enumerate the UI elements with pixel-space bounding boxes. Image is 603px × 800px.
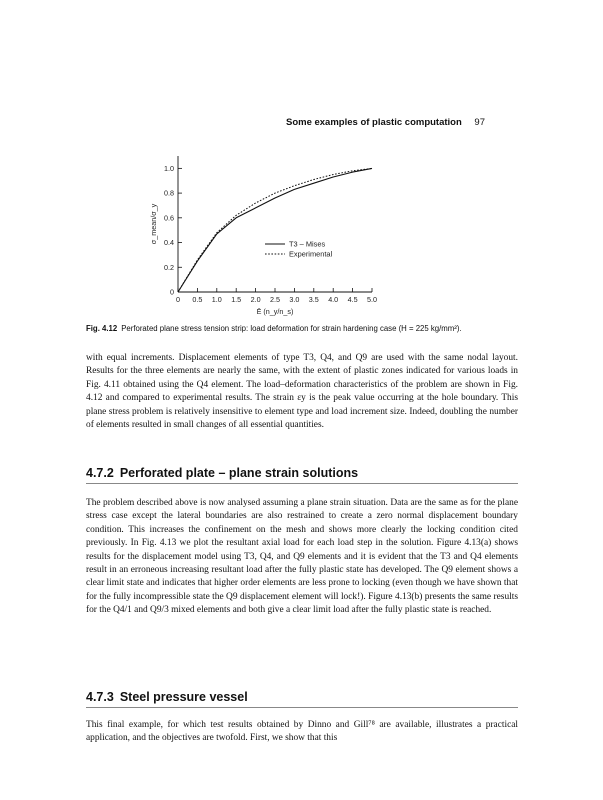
x-tick-label: 3.0 — [289, 295, 300, 304]
paragraph-3: This final example, for which test results obtained by Dinno and Gill⁷⁸ are available, illustrates a practical application, and the objectives are twofold. First, we show that this — [86, 720, 518, 744]
y-axis-label: σ_mean/σ_y — [149, 203, 158, 245]
section-number: 4.7.2 — [86, 466, 114, 480]
series-line-experimental — [178, 168, 372, 292]
legend-label: T3 – Mises — [289, 239, 326, 249]
x-tick-label: 4.0 — [328, 295, 339, 304]
section-heading-4-7-3 — [86, 690, 518, 708]
legend-label: Experimental — [289, 249, 333, 259]
y-tick-label: 0 — [170, 287, 174, 297]
load-deformation-chart — [140, 150, 400, 325]
figure-label: Fig. 4.12 — [86, 324, 118, 333]
x-tick-label: 0 — [176, 295, 180, 304]
figure-caption — [86, 324, 526, 333]
y-tick-label: 1.0 — [164, 163, 174, 173]
y-tick-label: 0.8 — [164, 188, 174, 198]
section-title: Perforated plate – plane strain solutions — [119, 466, 359, 480]
running-head-title: Some examples of plastic computation — [285, 117, 462, 128]
y-tick-label: 0.2 — [164, 262, 174, 272]
paragraph-intro — [86, 352, 518, 432]
section-title: Steel pressure vessel — [119, 690, 248, 704]
running-head — [286, 117, 485, 128]
x-tick-label: 2.0 — [250, 295, 261, 304]
paragraph-2: The problem described above is now analysed assuming a plane strain situation. Data are the same as for the plane stress case except the lateral boundaries are also restrained to create a zero normal displacement boundary condition. This increases the confinement on the mesh and shows more clearly the locking condition cited previously. In Fig. 4.13 we plot the resultant axial load for each load step in the solution. Figure 4.13(a) shows results for the displacement model using T3, Q4, and Q9 elements and it is evident that the T3 and Q4 elements result in an erroneous increasing resultant load after the fully plastic state has developed. The Q9 element shows a clear limit state and indicates that higher order elements are less prone to locking (even though we have shown that for the fully incompressible state the Q9 displacement element will lock!). Figure 4.13(b) presents the same results for the Q4/1 and Q9/3 mixed elements and both give a clear limit load after the fully plastic state is reached. — [86, 498, 518, 616]
x-tick-label: 0.5 — [192, 295, 203, 304]
chart-series — [178, 168, 372, 292]
section-number: 4.7.3 — [86, 690, 114, 704]
x-axis-label: Ē (n_y/n_s) — [256, 307, 294, 316]
x-tick-label: 5.0 — [367, 295, 377, 304]
chart-axes — [149, 156, 377, 316]
series-line-t3-mises — [178, 168, 372, 292]
x-tick-label: 2.5 — [270, 295, 280, 304]
x-tick-label: 1.5 — [231, 295, 242, 304]
section-heading-4-7-2 — [86, 466, 518, 484]
page-number: 97 — [474, 117, 485, 128]
x-tick-label: 4.5 — [347, 295, 358, 304]
y-tick-label: 0.6 — [164, 213, 174, 223]
x-tick-label: 3.5 — [308, 295, 319, 304]
x-tick-label: 1.0 — [211, 295, 222, 304]
chart-legend — [265, 240, 332, 259]
figure-caption-text: Perforated plane stress tension strip: load deformation for strain hardening case (H = 225 kg/mm²). — [121, 324, 462, 333]
paragraph-plane-strain — [86, 497, 518, 618]
y-tick-label: 0.4 — [164, 238, 174, 248]
paragraph-pressure-vessel — [86, 719, 518, 746]
paragraph-1: with equal increments. Displacement elements of type T3, Q4, and Q9 are used with the same nodal layout. Results for the three elements are nearly the same, with the extent of plastic zones indicated for various loads in Fig. 4.11 obtained using the Q4 element. The load–deformation characteristics of the problem are shown in Fig. 4.12 and compared to experimental results. The strain εy is the peak value occurring at the hole boundary. This plane stress problem is relatively insensitive to element type and load increment size. Indeed, doubling the number of elements resulted in small changes of all essential quantities. — [86, 353, 518, 431]
